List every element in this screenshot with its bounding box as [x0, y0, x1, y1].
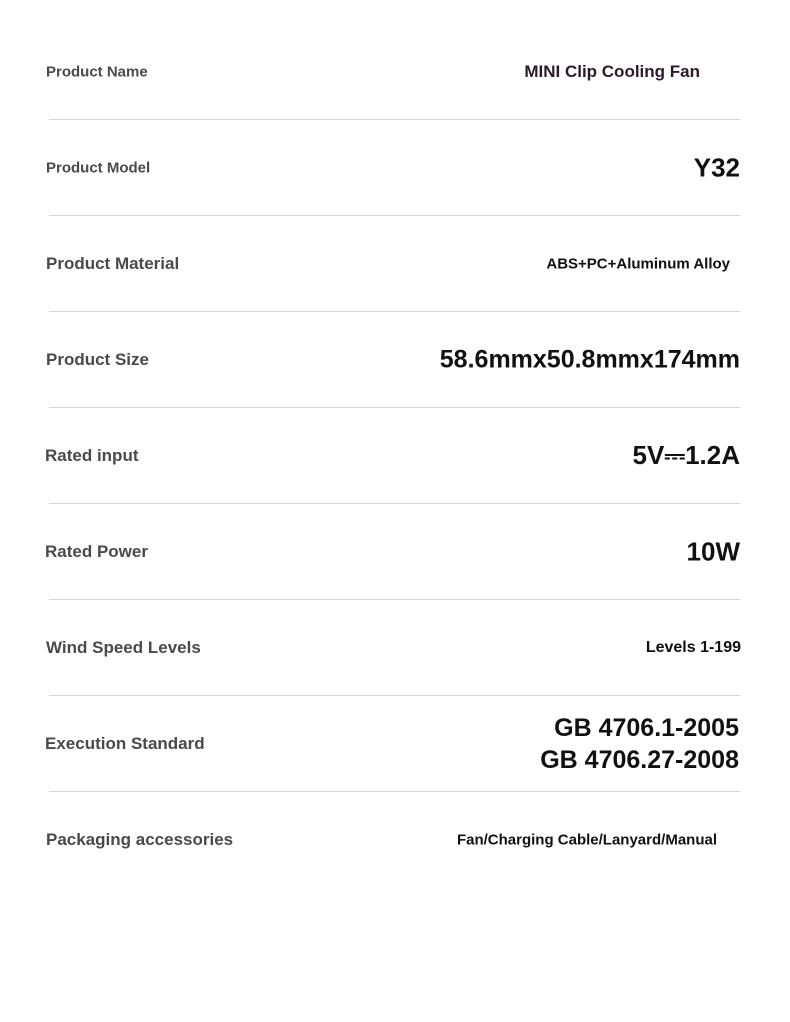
spec-row-product-material — [0, 216, 790, 312]
spec-value: Fan/Charging Cable/Lanyard/Manual — [456, 831, 717, 849]
spec-row-rated-input — [0, 408, 790, 504]
spec-value: 10W — [686, 536, 740, 567]
spec-label: Product Material — [46, 254, 180, 273]
spec-label: Product Model — [46, 159, 151, 177]
spec-label: Product Size — [46, 350, 149, 369]
spec-row-product-name — [0, 24, 790, 120]
spec-value: ABS+PC+Aluminum Alloy — [546, 255, 730, 273]
spec-value: MINI Clip Cooling Fan — [524, 62, 700, 81]
spec-label: Execution Standard — [45, 734, 205, 753]
spec-label: Packaging accessories — [46, 830, 234, 849]
spec-row-rated-power — [0, 504, 790, 600]
spec-label: Rated Power — [45, 542, 148, 561]
spec-row-wind-speed-levels — [0, 600, 790, 696]
spec-table — [0, 24, 790, 888]
spec-value-line: GB 4706.1-2005 — [554, 714, 739, 742]
spec-row-product-size — [0, 312, 790, 408]
spec-row-product-model — [0, 120, 790, 216]
spec-label: Product Name — [46, 63, 148, 81]
spec-value: Y32 — [693, 152, 740, 183]
spec-value: Levels 1-199 — [645, 639, 741, 656]
spec-value — [540, 712, 739, 776]
spec-row-execution-standard — [0, 696, 790, 792]
spec-label: Rated input — [45, 446, 139, 465]
spec-label: Wind Speed Levels — [46, 638, 201, 657]
spec-value: 5V⎓1.2A — [632, 440, 740, 470]
spec-row-packaging-accessories — [0, 792, 790, 888]
spec-value: 58.6mmx50.8mmx174mm — [439, 345, 740, 374]
spec-value-line: GB 4706.27-2008 — [540, 746, 739, 774]
